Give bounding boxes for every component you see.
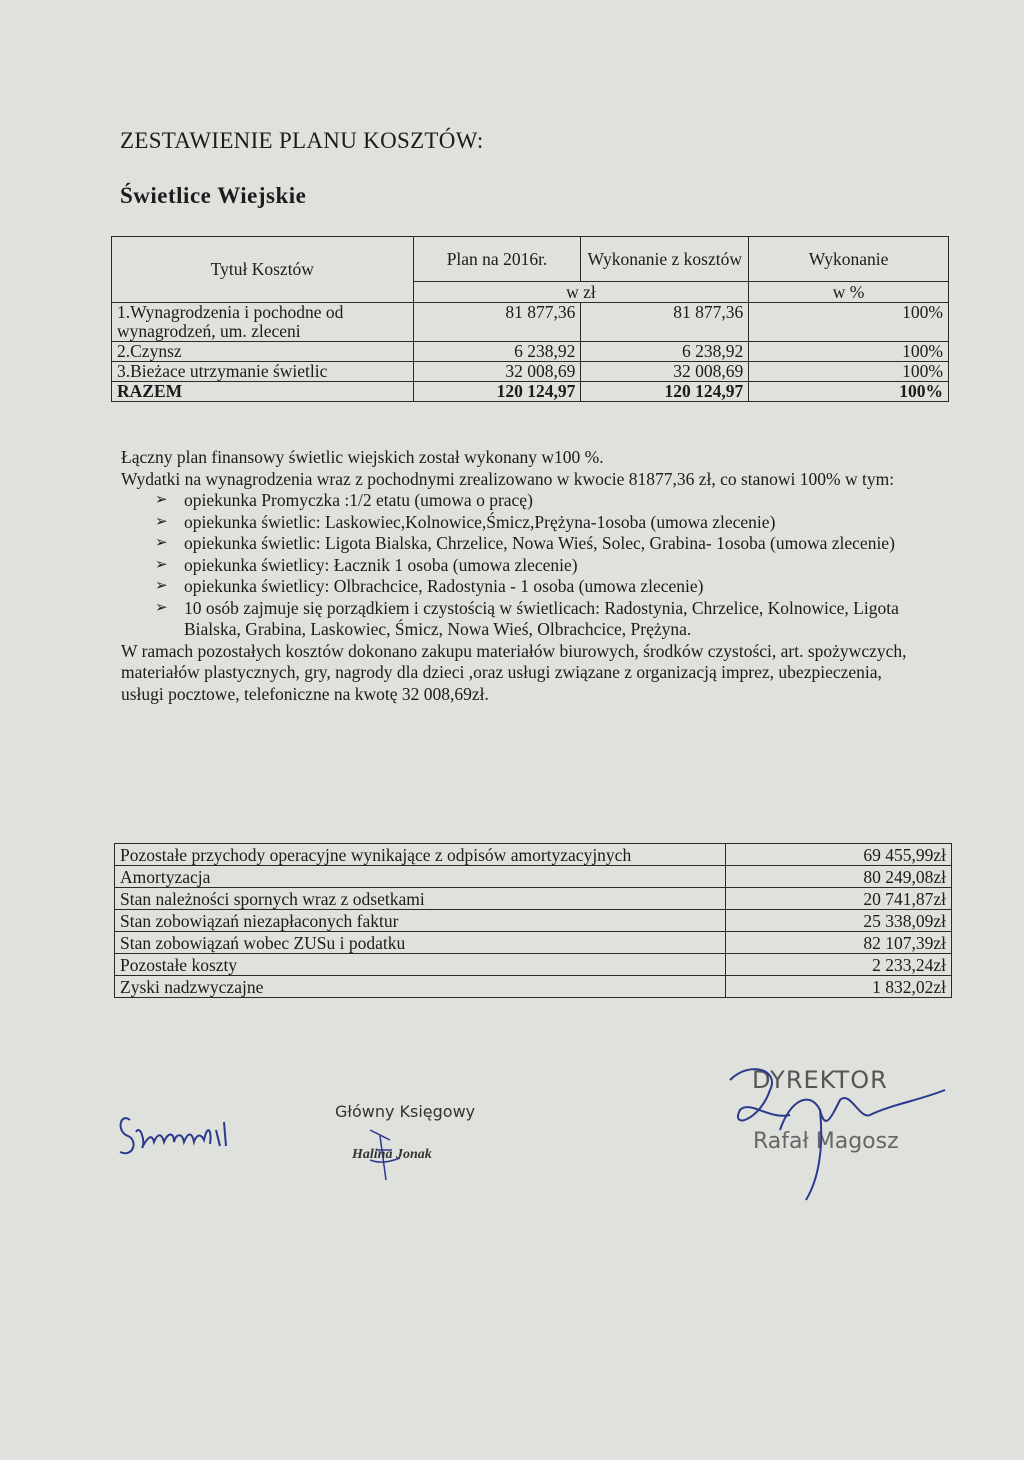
list-item: ➢ opiekunka świetlicy: Łacznik 1 osoba (umowa zlecenie) [155,554,578,575]
row-execution: 81 877,36 [581,303,749,342]
bullet-list [121,490,921,641]
unit-zl: w zł [413,282,749,303]
row-name: 2.Czynsz [112,342,414,362]
stamp-director-title: DYREKTOR [752,1066,888,1094]
row-name: 3.Bieżace utrzymanie świetlic [112,362,414,382]
row-pct: 100% [749,303,949,342]
header-execution-pct: Wykonanie [749,237,949,282]
table-row [112,303,949,342]
total-pct: 100% [749,382,949,402]
arrow-bullet-icon: ➢ [155,556,168,573]
summary-table [114,843,952,998]
summary-label: Pozostałe przychody operacyjne wynikające z odpisów amortyzacyjnych [115,844,726,866]
summary-label: Zyski nadzwyczajne [115,976,726,998]
table-row [112,342,949,362]
row-plan: 6 238,92 [413,342,581,362]
total-execution: 120 124,97 [581,382,749,402]
arrow-bullet-icon: ➢ [155,535,168,551]
row-pct: 100% [749,362,949,382]
summary-label: Amortyzacja [115,866,726,888]
table-row [112,362,949,382]
cost-plan-table [111,236,949,402]
summary-label: Pozostałe koszty [115,954,726,976]
paragraph-salaries: Wydatki na wynagrodzenia wraz z pochodnymi zrealizowano w kwocie 81877,36 zł, co stanowi 100% w tym: [121,468,895,489]
table-row [115,844,952,866]
summary-label: Stan należności spornych wraz z odsetkami [115,888,726,910]
arrow-bullet-icon: ➢ [155,599,168,616]
arrow-bullet-icon: ➢ [155,492,168,508]
table-row [115,954,952,976]
document-subtitle: Świetlice Wiejskie [120,183,307,208]
table-row [115,910,952,932]
row-name: 1.Wynagrodzenia i pochodne od wynagrodzeń, um. zleceni [112,303,414,342]
stamp-accountant-title: Główny Księgowy [335,1102,476,1121]
summary-label: Stan zobowiązań niezapłaconych faktur [115,910,726,932]
header-execution: Wykonanie z kosztów [581,237,749,282]
table-row [115,888,952,910]
row-plan: 81 877,36 [413,303,581,342]
total-name: RAZEM [112,382,414,402]
header-plan: Plan na 2016r. [413,237,581,282]
list-item: ➢ opiekunka świetlic: Laskowiec,Kolnowice,Śmicz,Prężyna-1osoba (umowa zlecenie) [155,511,776,532]
row-plan: 32 008,69 [413,362,581,382]
handwritten-signature-left [112,1102,262,1172]
list-item: ➢ opiekunka świetlicy: Olbrachcice, Radostynia - 1 osoba (umowa zlecenie) [155,576,704,596]
table-row [115,866,952,888]
director-signature [720,1060,960,1210]
row-execution: 32 008,69 [581,362,749,382]
summary-value: 80 249,08zł [726,866,952,888]
paragraph-other-costs: W ramach pozostałych kosztów dokonano zakupu materiałów biurowych, środków czystości, art. spożywczych, materiałów plastycznych, gry, nagrody dla dzieci ,oraz usługi związane z organizacją imprez, ubezpieczenia, usługi pocztowe, telefoniczne na kwotę 32 008,69zł. [121,640,907,704]
total-plan: 120 124,97 [413,382,581,402]
total-row [112,382,949,402]
list-item: ➢ opiekunka świetlic: Ligota Bialska, Chrzelice, Nowa Wieś, Solec, Grabina- 1osoba (umowa zlecenie) [155,533,895,553]
unit-pct: w % [749,282,949,303]
summary-value: 25 338,09zł [726,910,952,932]
row-execution: 6 238,92 [581,342,749,362]
list-item: ➢ 10 osób zajmuje się porządkiem i czystością w świetlicach: Radostynia, Chrzelice, Kolnowice, Ligota Bialska, Grabina, Laskowiec, Śmicz, Nowa Wieś, Olbrachcice, Prężyna. [155,597,899,639]
summary-value: 69 455,99zł [726,844,952,866]
arrow-bullet-icon: ➢ [155,513,168,530]
row-pct: 100% [749,342,949,362]
list-item: ➢ opiekunka Promyczka :1/2 etatu (umowa o pracę) [155,490,533,510]
summary-value: 2 233,24zł [726,954,952,976]
document-title: ZESTAWIENIE PLANU KOSZTÓW: [120,128,484,153]
summary-label: Stan zobowiązań wobec ZUSu i podatku [115,932,726,954]
table-row [115,976,952,998]
stamp-accountant-name: Halina Jonak [352,1147,432,1162]
summary-value: 20 741,87zł [726,888,952,910]
paragraph-summary: Łączny plan finansowy świetlic wiejskich został wykonany w100 %. [121,447,604,467]
header-title: Tytuł Kosztów [112,237,414,303]
stamp-director-name: Rafał Magosz [753,1129,899,1154]
body-text [121,447,921,705]
arrow-bullet-icon: ➢ [155,578,168,594]
summary-value: 1 832,02zł [726,976,952,998]
table-row [115,932,952,954]
summary-value: 82 107,39zł [726,932,952,954]
